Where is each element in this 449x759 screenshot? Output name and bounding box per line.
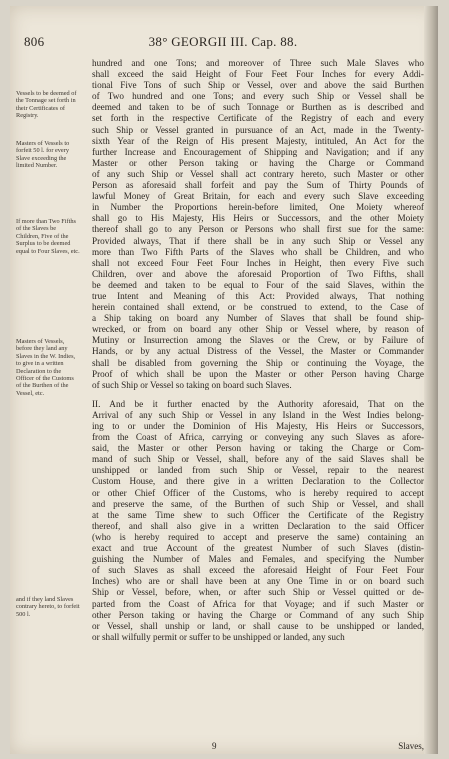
text-line: unshipped or landed from such Ship or Vessel, repair to the nearest <box>92 465 424 476</box>
text-line: hundred and one Tons; and moreover of Three such Male Slaves who <box>92 58 424 68</box>
paragraph-1 <box>92 58 424 391</box>
text-line: such Ship or Vessel granted in pursuance of an Act, made in the Twenty- <box>92 124 424 135</box>
margin-note: Vessels to be deemed of the Tonnage set forth in their Certificates of Registry. <box>16 90 77 120</box>
text-line: a Ship taking on board any Number of Slaves that shall be found ship- <box>92 313 424 324</box>
text-line: (who is hereby required to accept and preserve the same) containing an <box>92 531 424 542</box>
text-line: Master or other Person taking or having the Charge or Command <box>92 157 424 168</box>
text-line: in Number the Proportions herein-before limited, One Moiety whereof <box>92 202 424 213</box>
text-line: exact and true Account of the greatest Number of such Slaves (distin- <box>92 543 424 554</box>
running-title: 38° GEORGII III. Cap. 88. <box>148 34 298 49</box>
text-line: further Increase and Encouragement of Shipping and Navigation; and if any <box>92 146 424 157</box>
text-line: more than Two Fifth Parts of the Slaves who shall be Children, and who <box>92 246 424 257</box>
text-line: lawful Money of Great Britain, for each and every such Slave exceeding <box>92 191 424 202</box>
paragraph-2 <box>92 399 424 643</box>
text-line: from the Coast of Africa, carrying or conveying any such Slaves as afore- <box>92 432 424 443</box>
text-line: of Two hundred and one Tons; and every such Ship or Vessel shall be <box>92 91 424 102</box>
text-line: or shall wilfully permit or suffer to be unshipped or landed, any such <box>92 631 345 642</box>
text-line: other Person taking or having the Charge or Command of any such Ship <box>92 609 424 620</box>
text-line: set forth in the respective Certificate of the Registry of each and every <box>92 113 424 124</box>
text-line: tional Five Tons of such Ship or Vessel, over and above the said Burthen <box>92 80 424 91</box>
text-line: Ship or Vessel, before, when, or after such Ship or Vessel quitted or de- <box>92 587 424 598</box>
text-line: Inches) who are or shall have been at any One Time in or on board such <box>92 576 424 587</box>
text-line: Proof of which shall be upon the Master or other Person having Charge <box>92 368 424 379</box>
text-line: Custom House, and there give in a written Declaration to the Collector <box>92 476 424 487</box>
text-line: thereof, and shall also give in a written Declaration to the said Officer <box>92 520 424 531</box>
text-line: true Intent and Meaning of this Act: Provided always, That nothing <box>92 290 424 301</box>
text-line: Mutiny or Insurrection among the Slaves or the Crew, or by Failure of <box>92 335 424 346</box>
text-line: thereof shall go to any Person or Persons who shall first sue for the same: <box>92 224 424 235</box>
text-line: Person as aforesaid shall forfeit and pay the Sum of Thirty Pounds of <box>92 180 424 191</box>
margin-note: Masters of Vessels to forfeit 50 l. for every Slave exceeding the limited Number. <box>16 140 70 170</box>
page-spine <box>424 6 438 754</box>
body-text <box>92 58 424 643</box>
catchword: Slaves, <box>398 741 424 751</box>
text-line: parted from the Coast of Africa for that Voyage; and if such Master or <box>92 598 424 609</box>
text-line: shall exceed the said Height of Four Feet Four Inches for every Addi- <box>92 69 424 80</box>
text-line: of such Ship or Vessel so taking on board such Slaves. <box>92 379 292 390</box>
text-line: of such Slaves as shall exceed the aforesaid Height of Four Feet Four <box>92 565 424 576</box>
page-footer <box>82 741 424 753</box>
text-line: Provided always, That if there shall be in any such Ship or Vessel any <box>92 235 424 246</box>
text-line: or Vessel, shall unship or land, or shall cause to be unshipped or landed, <box>92 620 424 631</box>
text-line: shall not exceed Four Feet Four Inches in Height, then every Five such <box>92 257 424 268</box>
text-line: herein contained shall extend, or be construed to extend, to the Case of <box>92 302 424 313</box>
running-header <box>24 34 422 50</box>
text-line: shall go to His Majesty, His Heirs or Successors, and the other Moiety <box>92 213 424 224</box>
text-line: at the same Time shew to such Officer the Certificate of the Registry <box>92 509 424 520</box>
text-line: mand of such Ship or Vessel, shall, before any of the said Slaves shall be <box>92 454 424 465</box>
text-line: of any such Ship or Vessel shall act contrary hereto, such Master or other <box>92 168 424 179</box>
text-line: Hands, or by any actual Distress of the Vessel, the Master or Commander <box>92 346 424 357</box>
text-line: Arrival of any such Ship or Vessel in any Island in the West Indies belong- <box>92 409 424 420</box>
margin-note: and if they land Slaves contrary hereto, to forfeit 500 l. <box>16 596 80 618</box>
page-number: 806 <box>24 34 45 49</box>
text-line: shall be disabled from governing the Ship or continuing the Voyage, the <box>92 357 424 368</box>
margin-note: Masters of Vessels, before they land any Slaves in the W. Indies, to give in a written Declaration to the Officer of the Customs of the Burthen of the Vessel, etc. <box>16 338 76 397</box>
margin-note: If more than Two Fifths of the Slaves be Children, Five of the Surplus to be deemed equal to Four Slaves, etc. <box>16 218 80 255</box>
text-line: sixth Year of the Reign of His present Majesty, intituled, An Act for the <box>92 135 424 146</box>
text-line: Children, over and above the aforesaid Proportion of Two Fifths, shall <box>92 268 424 279</box>
text-line: wrecked, or from on board any other Ship or Vessel where, by reason of <box>92 324 424 335</box>
text-line: guishing the Number of Males and Females, and specifying the Number <box>92 554 424 565</box>
text-line: deemed and taken to be of such Tonnage or Burthen as is described and <box>92 102 424 113</box>
text-line: and preserve the same, of the Burthen of such Ship or Vessel, and shall <box>92 498 424 509</box>
text-line: or other Chief Officer of the Customs, who is hereby required to accept <box>92 487 424 498</box>
document-page <box>10 6 438 754</box>
text-line: II. And be it further enacted by the Authority aforesaid, That on the <box>92 398 424 409</box>
signature-mark: 9 <box>212 741 217 751</box>
text-line: ing to or under the Dominion of His Majesty, His Heirs or Successors, <box>92 421 424 431</box>
text-line: be deemed and taken to be equal to Four of the said Slaves, within the <box>92 279 424 290</box>
text-line: said, the Master or other Person having or taking the Charge or Com- <box>92 443 424 454</box>
